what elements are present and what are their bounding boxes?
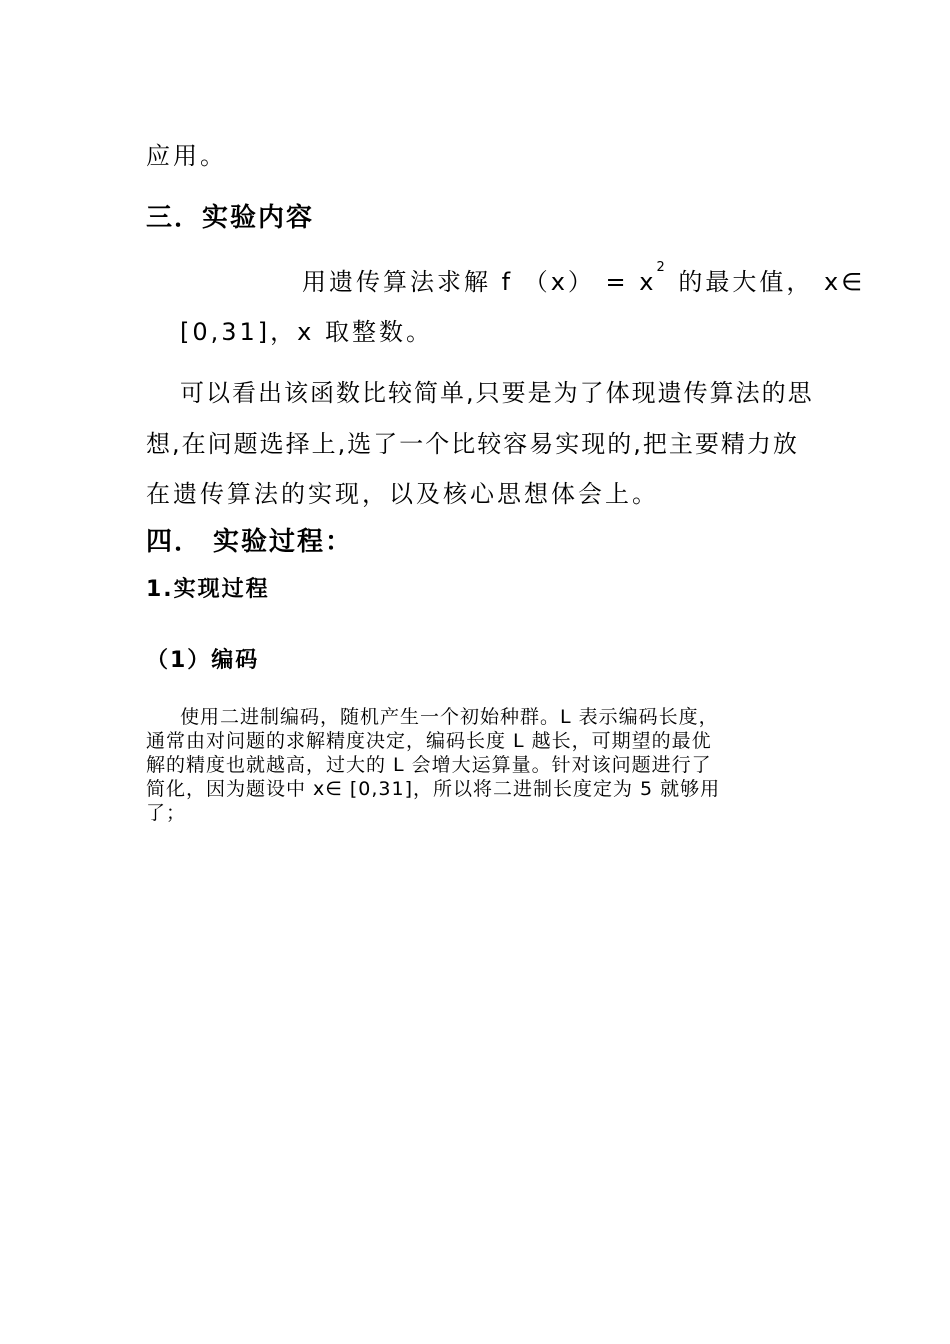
formula-line-1 [302,262,865,297]
formula-suffix: 的最大值， x∈ [667,268,866,296]
encoding-paragraph-line-5: 了； [146,802,187,824]
intro-tail-text: 应用。 [146,142,227,170]
section-4-heading: 四． 实验过程： [146,527,354,557]
encoding-paragraph-line-4: 简化，因为题设中 x∈ [0,31]，所以将二进制长度定为 5 就够用 [146,778,721,800]
subsection-1-heading: 1.实现过程 [146,577,270,602]
formula-prefix: 用遗传算法求解 f （x） = x [302,268,657,296]
subsection-1-1-heading: （1）编码 [146,648,260,673]
section-3-heading: 三．实验内容 [146,203,315,233]
formula-line-2: [0,31]，x 取整数。 [180,318,433,346]
section-3-paragraph-line-3: 在遗传算法的实现，以及核心思想体会上。 [146,480,659,508]
encoding-paragraph-line-3: 解的精度也就越高，过大的 L 会增大运算量。针对该问题进行了 [146,754,712,776]
formula-exponent: 2 [656,260,668,275]
section-3-paragraph-line-2: 想,在问题选择上,选了一个比较容易实现的,把主要精力放 [146,430,799,458]
encoding-paragraph-line-1: 使用二进制编码，随机产生一个初始种群。L 表示编码长度， [180,706,719,728]
encoding-paragraph-line-2: 通常由对问题的求解精度决定，编码长度 L 越长，可期望的最优 [146,730,712,752]
section-3-paragraph-line-1: 可以看出该函数比较简单,只要是为了体现遗传算法的思 [180,379,814,407]
